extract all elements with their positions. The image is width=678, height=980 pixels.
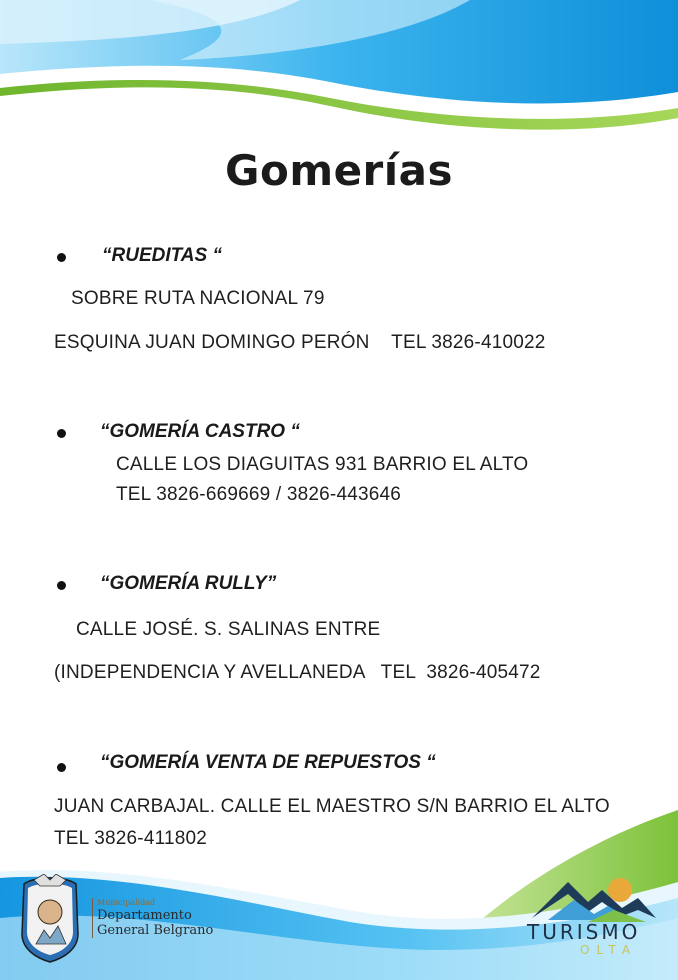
entry-address-phone: (INDEPENDENCIA Y AVELLANEDA TEL 3826-405472 [54, 662, 541, 683]
municipality-name-text: General Belgrano [97, 923, 214, 938]
top-wave-decoration [0, 0, 678, 140]
municipality-small-text: Municipalidad [97, 898, 156, 907]
entry-address: SOBRE RUTA NACIONAL 79 [71, 288, 325, 309]
page-title: Gomerías [224, 146, 454, 195]
bullet-icon [57, 429, 66, 438]
entry-address-phone: ESQUINA JUAN DOMINGO PERÓN TEL 3826-410022 [54, 332, 546, 353]
municipality-department-text: Departamento [97, 908, 192, 923]
entry-name-rueditas: “RUEDITAS “ [102, 245, 222, 266]
entry-phone: TEL 3826-411802 [54, 828, 208, 849]
entry-name-gomeria-venta-repuestos: “GOMERÍA VENTA DE REPUESTOS “ [100, 752, 436, 773]
municipal-seal-logo [14, 874, 86, 964]
entry-phone: TEL 3826-669669 / 3826-443646 [116, 484, 402, 505]
entry-name-gomeria-castro: “GOMERÍA CASTRO “ [100, 421, 300, 442]
entry-address: CALLE LOS DIAGUITAS 931 BARRIO EL ALTO [116, 454, 529, 475]
municipality-label [92, 898, 213, 938]
bullet-icon [57, 253, 66, 262]
entry-address: JUAN CARBAJAL. CALLE EL MAESTRO S/N BARRIO EL ALTO [54, 796, 610, 817]
entry-name-gomeria-rully: “GOMERÍA RULLY” [100, 573, 277, 594]
olta-text: OLTA [580, 943, 638, 957]
turismo-olta-logo [528, 868, 660, 924]
entry-address: CALLE JOSÉ. S. SALINAS ENTRE [76, 619, 381, 640]
bullet-icon [57, 763, 66, 772]
turismo-text: TURISMO [527, 920, 641, 944]
bullet-icon [57, 581, 66, 590]
